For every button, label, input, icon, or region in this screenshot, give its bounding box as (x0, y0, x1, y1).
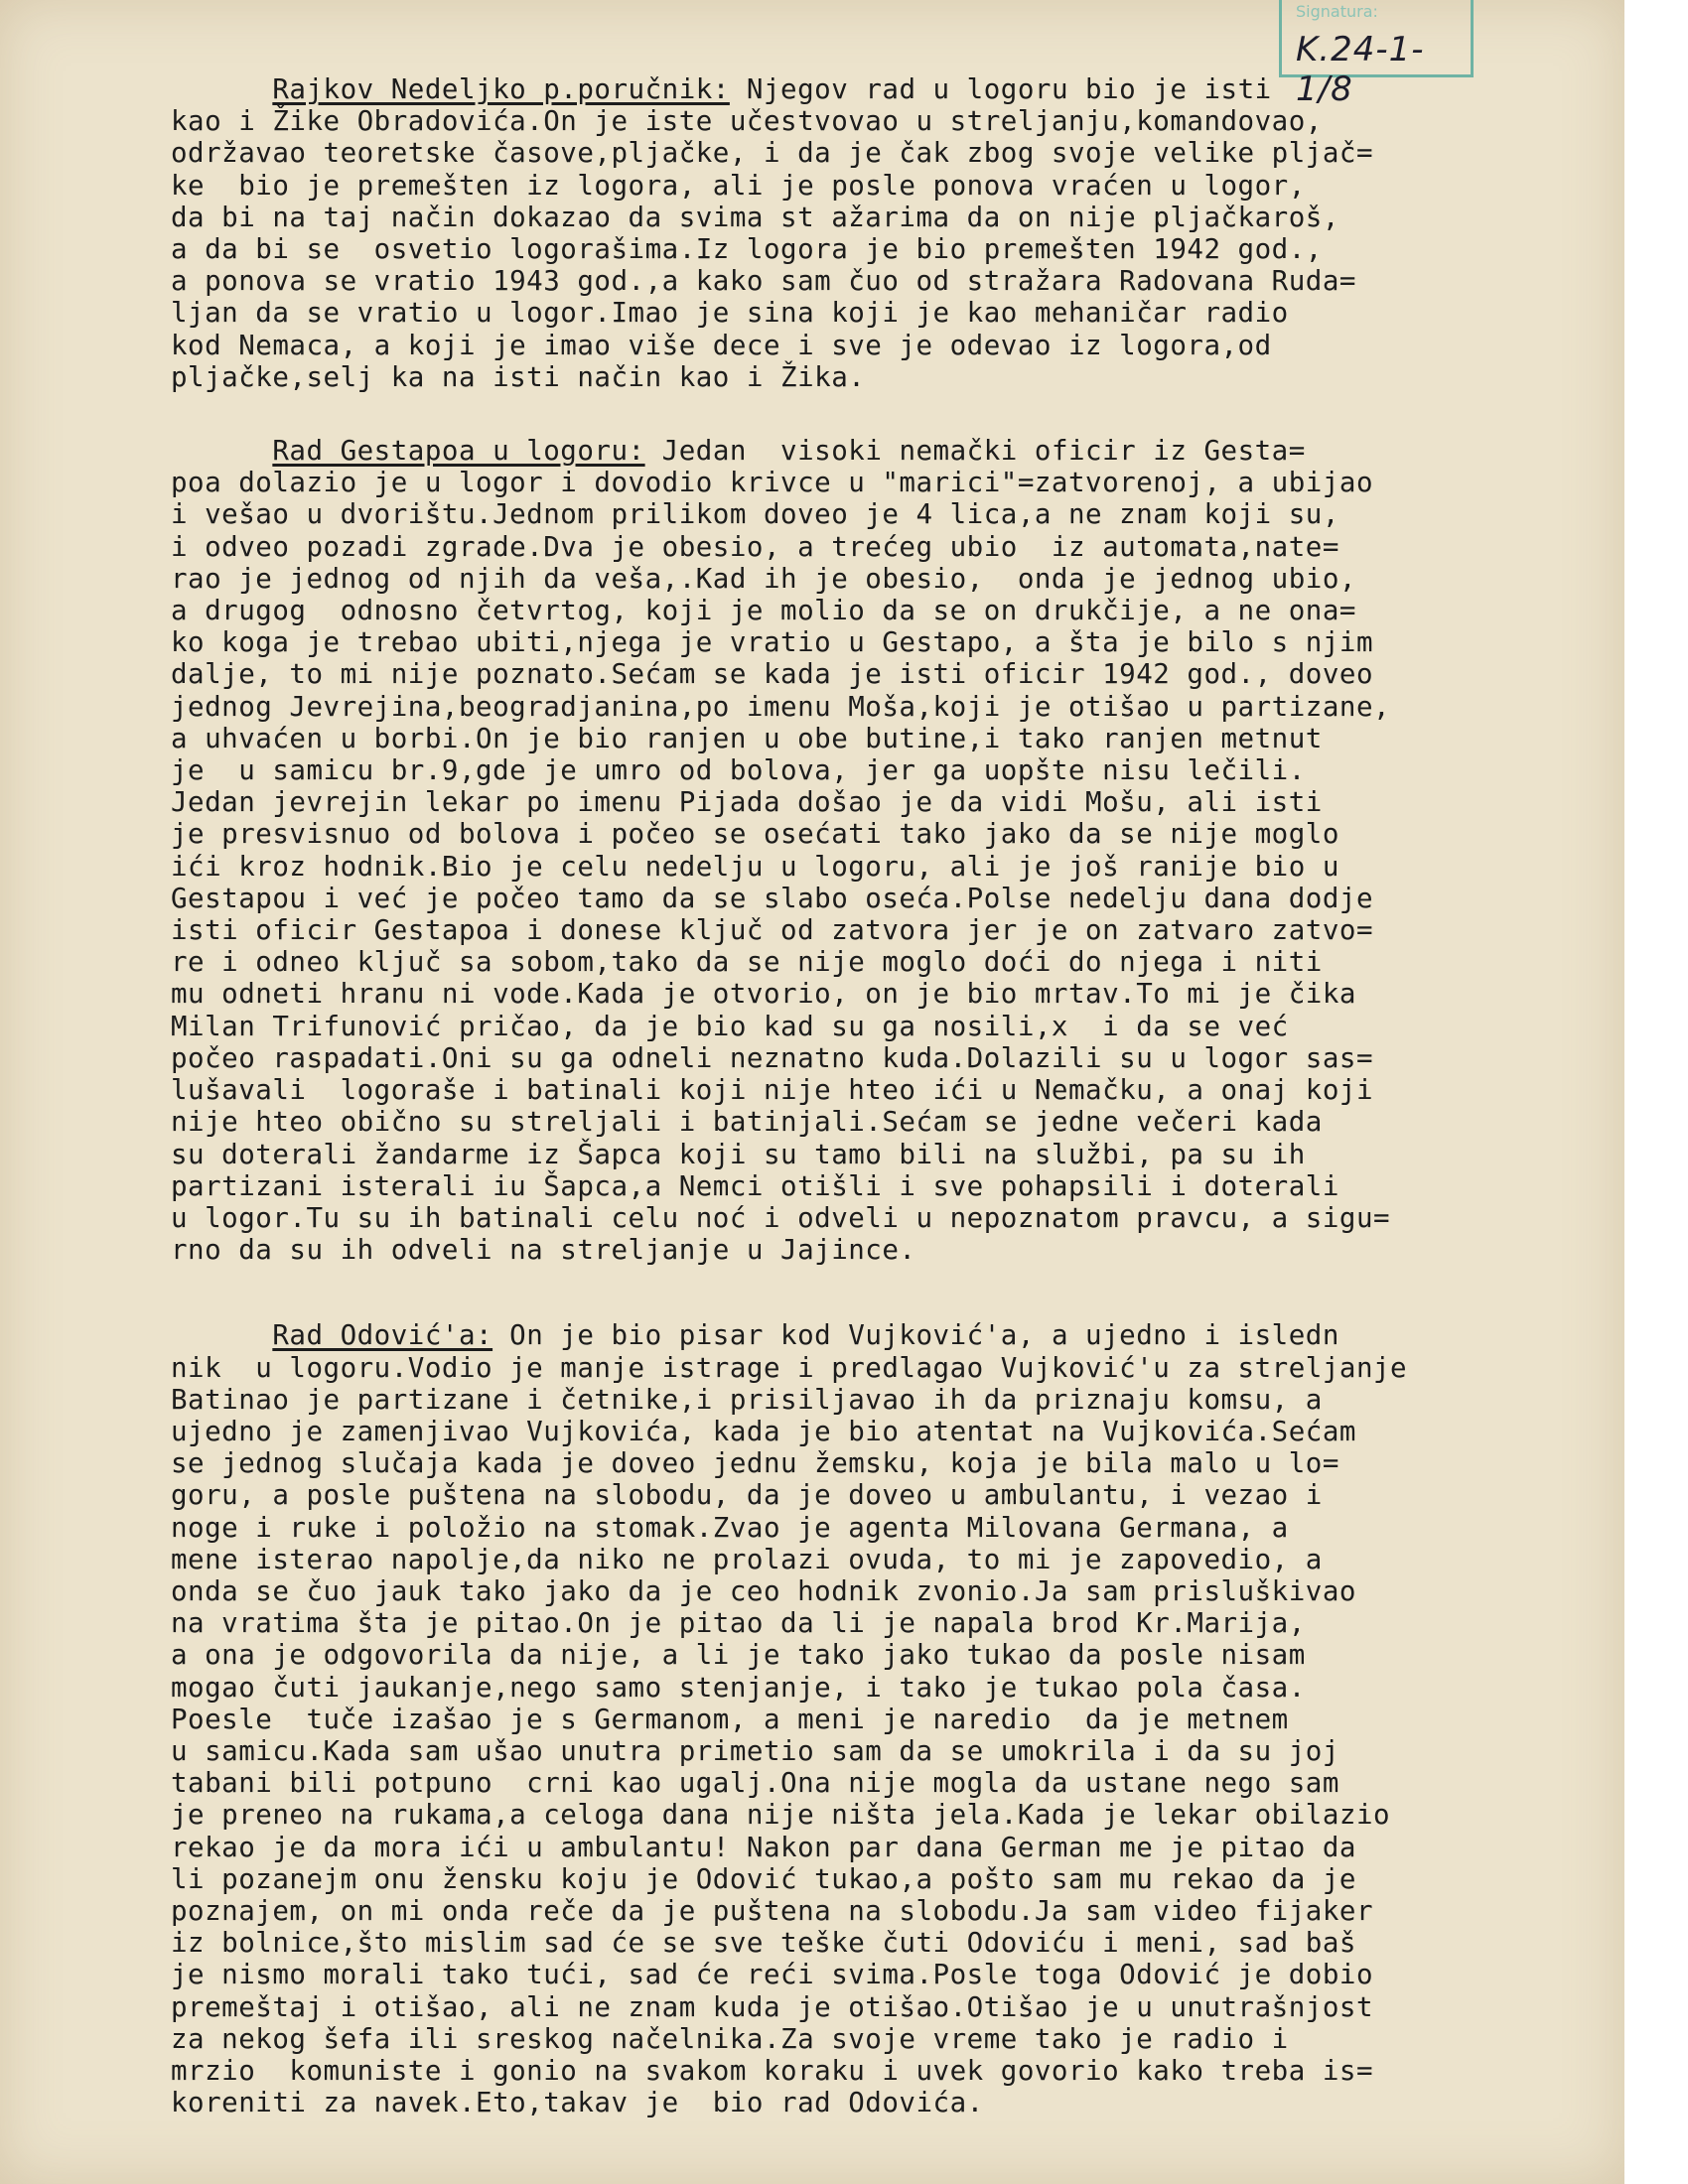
text-line: da bi na taj način dokazao da svima st ažarima da on nije pljačkaroš, (171, 201, 1339, 233)
text-line: rno da su ih odveli na streljanje u Jajince. (171, 1234, 916, 1267)
archive-stamp (1279, 0, 1474, 109)
section-heading: Rajkov Nedeljko p.poručnik: (272, 73, 730, 105)
text-line: rekao je da mora ići u ambulantu! Nakon par dana German me je pitao da (171, 1831, 1356, 1863)
text-line: onda se čuo jauk tako jako da je ceo hodnik zvonio.Ja sam prisluškivao (171, 1574, 1356, 1607)
text-line: pljačke,selj ka na isti način kao i Žika. (171, 360, 866, 393)
section-first-line: Njegov rad u logoru bio je isti (729, 73, 1272, 105)
text-line: kod Nemaca, a koji je imao više dece i sve je odevao iz logora,od (171, 329, 1272, 361)
text-line: re i odneo ključ sa sobom,tako da se nije moglo doći do njega i niti (171, 946, 1323, 979)
text-line: premeštaj i otišao, ali ne znam kuda je otišao.Otišao je u unutrašnjost (171, 1990, 1374, 2023)
text-line: održavao teoretske časove,pljačke, i da je čak zbog svoje velike pljač= (171, 137, 1374, 170)
text-line: je presvisnuo od bolova i počeo se osećati tako jako da se nije moglo (171, 818, 1339, 851)
text-line: ljan da se vratio u logor.Imao je sina koji je kao mehaničar radio (171, 297, 1289, 330)
text-line: a ona je odgovorila da nije, a li je tako jako tukao da posle nisam (171, 1639, 1306, 1672)
text-line: jednog Jevrejina,beogradjanina,po imenu Moša,koji je otišao u partizane, (171, 690, 1391, 723)
text-line: Milan Trifunović pričao, da je bio kad su ga nosili,x i da se već (171, 1010, 1289, 1042)
text-line: ići kroz hodnik.Bio je celu nedelju u logoru, ali je još ranije bio u (171, 850, 1339, 883)
section-rajkov (171, 73, 1601, 105)
section-odovic (171, 1319, 1601, 1351)
text-line: lušavali logoraše i batinali koji nije hteo ići u Nemačku, a onaj koji (171, 1074, 1374, 1107)
text-line: a ponova se vratio 1943 god.,a kako sam čuo od stražara Radovana Ruda= (171, 265, 1356, 298)
archive-signature-number: K.24-1-1/8 (1296, 30, 1425, 109)
text-line: mrzio komuniste i gonio na svakom koraku i uvek govorio kako treba is= (171, 2054, 1374, 2087)
text-line: je nismo morali tako tući, sad će reći svima.Posle toga Odović je dobio (171, 1959, 1374, 1991)
text-line: iz bolnice,što mislim sad će se sve teške čuti Odoviću i meni, sad baš (171, 1927, 1356, 1960)
text-line: Batinao je partizane i četnike,i prisiljavao ih da priznaju komsu, a (171, 1383, 1323, 1416)
text-line: goru, a posle puštena na slobodu, da je doveo u ambulantu, i vezao i (171, 1479, 1323, 1512)
paragraph-gap (171, 393, 1601, 435)
text-line: li pozanejm onu žensku koju je Odović tukao,a pošto sam mu rekao da je (171, 1862, 1356, 1895)
text-line: su doterali žandarme iz Šapca koji su tamo bili na službi, pa su ih (171, 1138, 1306, 1170)
text-line: Gestapou i već je počeo tamo da se slabo oseća.Polse nedelju dana dodje (171, 882, 1374, 914)
text-line: je u samicu br.9,gde je umro od bolova, jer ga uopšte nisu lečili. (171, 754, 1306, 787)
text-line: počeo raspadati.Oni su ga odneli neznatno kuda.Dolazili su u logor sas= (171, 1041, 1374, 1074)
text-line: Poesle tuče izašao je s Germanom, a meni je naredio da je metnem (171, 1703, 1289, 1735)
text-line: mene isterao napolje,da niko ne prolazi ovuda, to mi je zapovedio, a (171, 1543, 1323, 1575)
text-line: nik u logoru.Vodio je manje istrage i predlagao Vujković'u za streljanje (171, 1351, 1408, 1384)
text-line: nije hteo obično su streljali i batinjali.Sećam se jedne večeri kada (171, 1106, 1323, 1139)
text-line: je preneo na rukama,a celoga dana nije ništa jela.Kada je lekar obilazio (171, 1799, 1391, 1832)
text-line: ke bio je premešten iz logora, ali je posle ponova vraćen u logor, (171, 169, 1306, 202)
text-line: u samicu.Kada sam ušao unutra primetio sam da se umokrila i da su joj (171, 1734, 1339, 1767)
section-heading: Rad Odović'a: (272, 1319, 493, 1352)
text-line: a da bi se osvetio logorašima.Iz logora je bio premešten 1942 god., (171, 233, 1323, 266)
text-line: za nekog šefa ili sreskog načelnika.Za svoje vreme tako je radio i (171, 2022, 1289, 2055)
section-first-line: On je bio pisar kod Vujković'a, a ujedno i isledn (492, 1319, 1339, 1352)
text-line: u logor.Tu su ih batinali celu noć i odveli u nepoznatom pravcu, a sigu= (171, 1201, 1391, 1234)
paragraph-gap (171, 1266, 1601, 1319)
section-gestapo (171, 435, 1601, 467)
text-line: i vešao u dvorištu.Jednom prilikom doveo je 4 lica,a ne znam koji su, (171, 498, 1339, 531)
text-line: koreniti za navek.Eto,takav je bio rad Odovića. (171, 2087, 984, 2119)
section-first-line: Jedan visoki nemački oficir iz Gesta= (644, 435, 1306, 468)
text-line: poa dolazio je u logor i dovodio krivce u "marici"=zatvorenoj, a ubijao (171, 467, 1374, 499)
text-line: ujedno je zamenjivao Vujkovića, kada je bio atentat na Vujkovića.Sećam (171, 1415, 1356, 1447)
text-line: isti oficir Gestapoa i donese ključ od zatvora jer je on zatvaro zatvo= (171, 914, 1374, 947)
section-heading: Rad Gestapoa u logoru: (272, 435, 645, 468)
text-line: mogao čuti jaukanje,nego samo stenjanje, i tako je tukao pola časa. (171, 1671, 1306, 1704)
text-line: i odveo pozadi zgrade.Dva je obesio, a trećeg ubio iz automata,nate= (171, 530, 1339, 563)
text-line: partizani isterali iu Šapca,a Nemci otišli i sve pohapsili i doterali (171, 1169, 1339, 1202)
text-line: mu odneti hranu ni vode.Kada je otvorio, on je bio mrtav.To mi je čika (171, 978, 1356, 1011)
text-line: se jednog slučaja kada je doveo jednu žemsku, koja je bila malo u lo= (171, 1447, 1339, 1480)
text-line: na vratima šta je pitao.On je pitao da li je napala brod Kr.Marija, (171, 1607, 1306, 1640)
text-line: noge i ruke i položio na stomak.Zvao je agenta Milovana Germana, a (171, 1511, 1289, 1544)
document-body (171, 73, 1601, 2118)
text-line: poznajem, on mi onda reče da je puštena na slobodu.Ja sam video fijaker (171, 1894, 1374, 1927)
text-line: tabani bili potpuno crni kao ugalj.Ona nije mogla da ustane nego sam (171, 1767, 1339, 1800)
text-line: a drugog odnosno četvrtog, koji je molio da se on drukčije, a ne ona= (171, 595, 1356, 627)
text-line: a uhvaćen u borbi.On je bio ranjen u obe butine,i tako ranjen metnut (171, 722, 1323, 754)
stamp-header: Signatura: (1296, 2, 1378, 21)
text-line: Jedan jevrejin lekar po imenu Pijada došao je da vidi Mošu, ali isti (171, 786, 1323, 819)
text-line: dalje, to mi nije poznato.Sećam se kada je isti oficir 1942 god., doveo (171, 658, 1374, 691)
text-line: kao i Žike Obradovića.On je iste učestvovao u streljanju,komandovao, (171, 105, 1323, 138)
text-line: ko koga je trebao ubiti,njega je vratio u Gestapo, a šta je bilo s njim (171, 626, 1374, 659)
text-line: rao je jednog od njih da veša,.Kad ih je obesio, onda je jednog ubio, (171, 562, 1356, 595)
